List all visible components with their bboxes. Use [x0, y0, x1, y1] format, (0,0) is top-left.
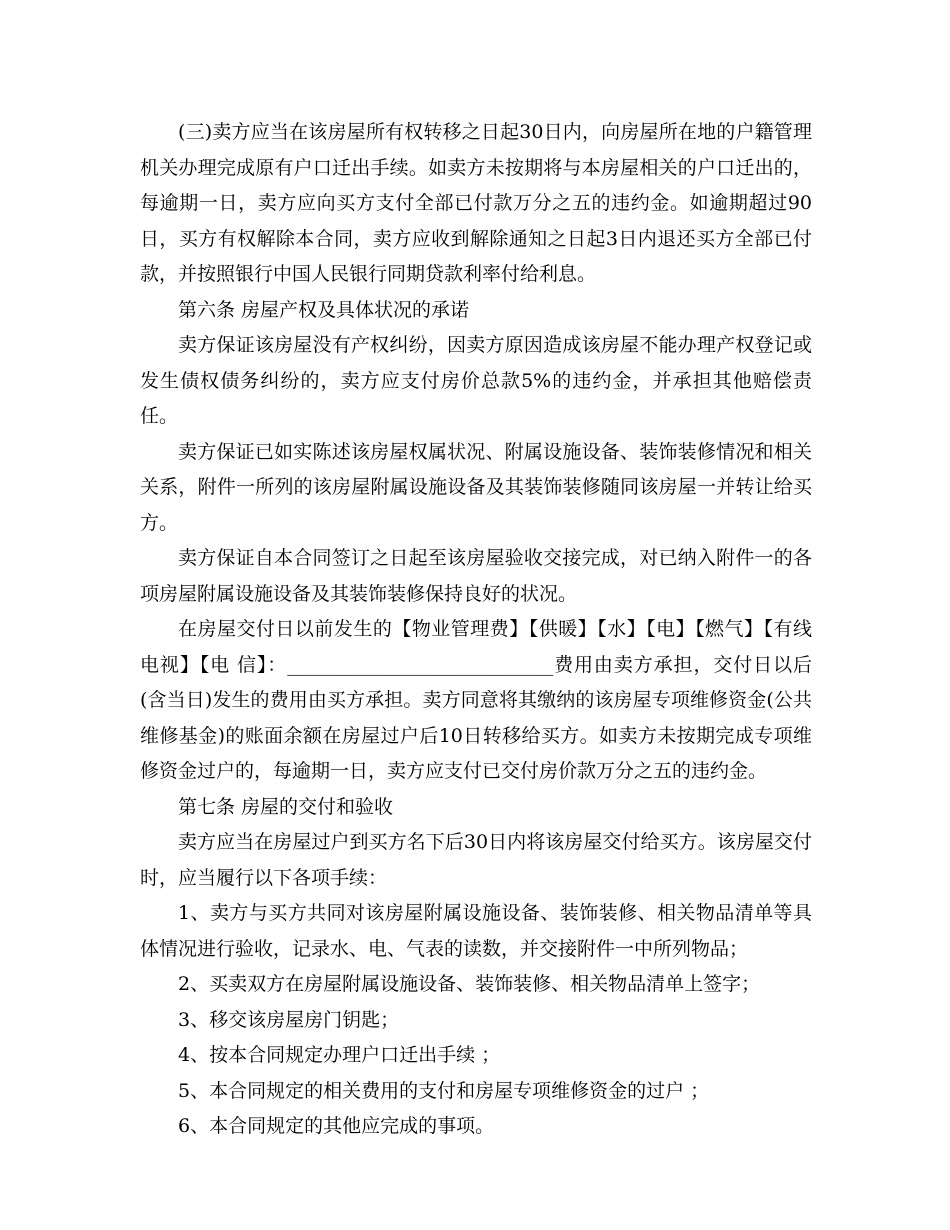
paragraph-facility-maintenance: 卖方保证自本合同签订之日起至该房屋验收交接完成，对已纳入附件一的各项房屋附属设施设备及其装饰装修保持良好的状况。 — [140, 547, 812, 605]
list-item-5: 5、本合同规定的相关费用的支付和房屋专项维修资金的过户 ； — [178, 1079, 710, 1102]
list-item-3: 3、移交该房屋房门钥匙； — [178, 1008, 400, 1031]
document-body — [140, 115, 812, 1145]
list-item-6: 6、本合同规定的其他应完成的事项。 — [178, 1115, 495, 1137]
heading-article-6: 第六条 房屋产权及具体状况的承诺 — [178, 298, 470, 321]
list-item-4: 4、按本合同规定办理户口迁出手续 ； — [178, 1044, 501, 1066]
paragraph-clause-3-household-registration: (三)卖方应当在该房屋所有权转移之日起30日内，向房屋所在地的户籍管理机关办理完成原有户口迁出手续。如卖方未按期将与本房屋相关的户口迁出的，每逾期一日，卖方应向买方支付全部已付款万分之五的违约金。如逾期超过90日，买方有权解除本合同，卖方应收到解除通知之日起3日内退还买方全部已付款，并按照银行中国人民银行同期贷款利率付给利息。 — [140, 121, 812, 285]
paragraph-fees-and-maintenance-fund: 在房屋交付日以前发生的【物业管理费】【供暖】【水】【电】【燃气】【有线电视】【电 信】：____________________________费用由卖方承担，交付日以后(含当日)发生的费用由买方承担。卖方同意将其缴纳的该房屋专项维修资金(公共维修基金)的账面余额在房屋过户后10日转移给买方。如卖方未按期完成专项维修资金过户的，每逾期一日，卖方应支付已交付房价款万分之五的违约金。 — [140, 618, 812, 782]
paragraph-status-disclosure: 卖方保证已如实陈述该房屋权属状况、附属设施设备、装饰装修情况和相关关系，附件一所列的该房屋附属设施设备及其装饰装修随同该房屋一并转让给买方。 — [140, 440, 812, 534]
paragraph-property-rights-warranty: 卖方保证该房屋没有产权纠纷，因卖方原因造成该房屋不能办理产权登记或发生债权债务纠纷的，卖方应支付房价总款5%的违约金，并承担其他赔偿责任。 — [140, 334, 812, 427]
heading-article-7: 第七条 房屋的交付和验收 — [178, 795, 394, 818]
list-item-2: 2、买卖双方在房屋附属设施设备、装饰装修、相关物品清单上签字； — [178, 973, 761, 995]
paragraph-delivery-deadline: 卖方应当在房屋过户到买方名下后30日内将该房屋交付给买方。该房屋交付时，应当履行以下各项手续： — [140, 831, 812, 889]
list-item-1: 1、卖方与买方共同对该房屋附属设施设备、装饰装修、相关物品清单等具体情况进行验收，记录水、电、气表的读数，并交接附件一中所列物品； — [140, 902, 812, 960]
